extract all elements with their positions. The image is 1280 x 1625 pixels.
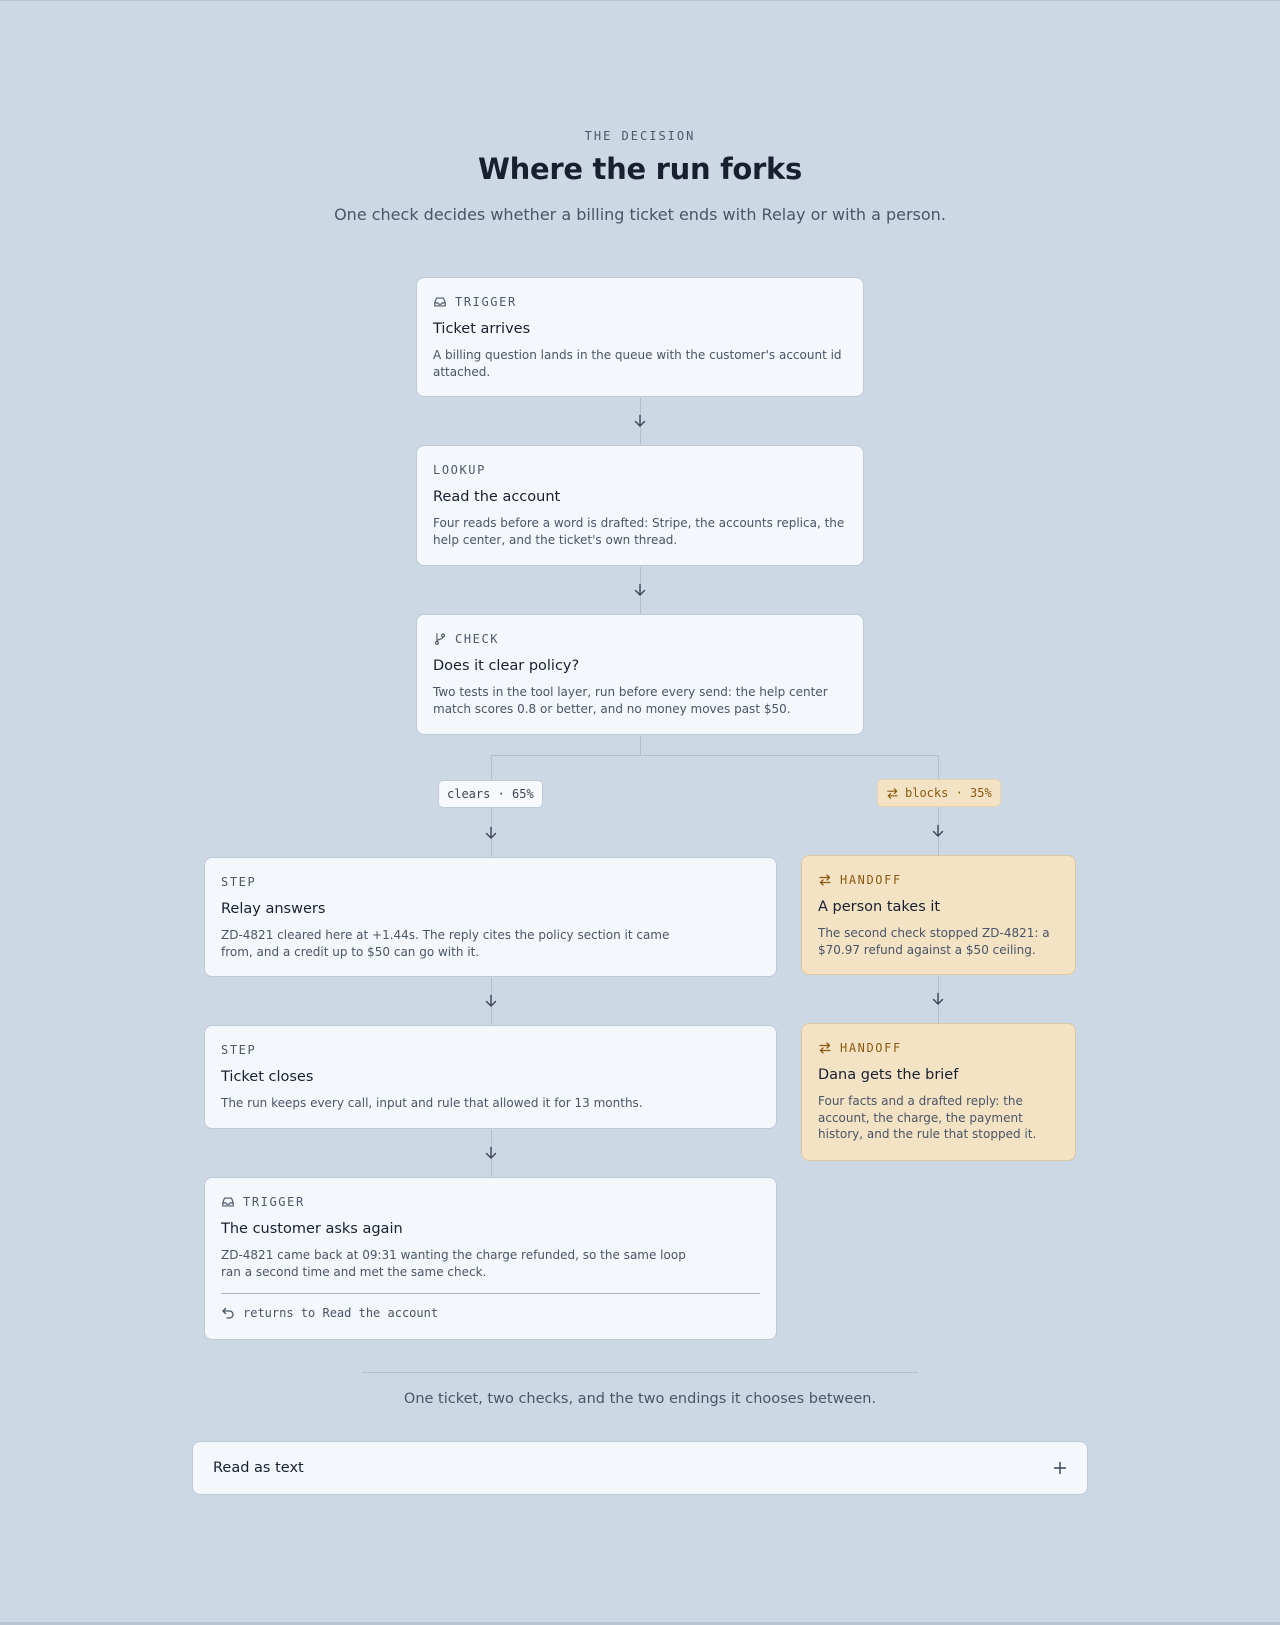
- inbox-icon: [433, 295, 447, 309]
- node-desc: ZD-4821 came back at 09:31 wanting the charge refunded, so the same loop ran a second time and met the same check.: [221, 1248, 686, 1279]
- branch-clears-badge: [438, 780, 543, 808]
- node-title: Ticket arrives: [433, 321, 531, 337]
- node-ticket-arrives: [416, 277, 864, 397]
- node-desc: Four facts and a drafted reply: the account, the charge, the payment history, and the rule that stopped it.: [818, 1094, 1037, 1141]
- return-icon: [221, 1306, 235, 1320]
- swap-icon: [818, 1041, 832, 1055]
- fork-line: [491, 755, 939, 756]
- node-kind: [433, 294, 847, 310]
- node-title: Does it clear policy?: [433, 658, 580, 674]
- node-kind-label: HANDOFF: [840, 873, 902, 887]
- node-kind: [433, 462, 847, 478]
- node-kind-label: CHECK: [455, 632, 500, 646]
- arrow-down-icon: [633, 583, 647, 597]
- node-kind-label: HANDOFF: [840, 1041, 902, 1055]
- arrow-down-icon: [484, 826, 498, 840]
- node-kind-label: LOOKUP: [433, 463, 486, 477]
- node-kind-label: STEP: [221, 1043, 257, 1057]
- node-person-takes-it: [801, 855, 1076, 975]
- branch-blocks-label: blocks · 35%: [905, 786, 992, 800]
- node-title: Relay answers: [221, 901, 326, 917]
- arrow-down-icon: [931, 824, 945, 838]
- node-title: A person takes it: [818, 899, 941, 915]
- node-kind: [818, 872, 1059, 888]
- node-ticket-closes: [204, 1025, 777, 1129]
- node-read-account: [416, 445, 864, 566]
- node-dana-gets-brief: [801, 1023, 1076, 1161]
- node-relay-answers: [204, 857, 777, 977]
- inbox-icon: [221, 1195, 235, 1209]
- read-as-text-label: Read as text: [213, 1460, 304, 1476]
- plus-icon: [1053, 1461, 1067, 1475]
- node-title: Ticket closes: [221, 1069, 314, 1085]
- arrow-down-icon: [484, 1146, 498, 1160]
- loop-back-link[interactable]: [221, 1293, 760, 1320]
- arrow-down-icon: [484, 994, 498, 1008]
- node-desc: Two tests in the tool layer, run before every send: the help center match scores 0.8 or better, and no money moves past $50.: [433, 685, 828, 716]
- node-title: Read the account: [433, 489, 561, 505]
- page-title: Where the run forks: [477, 152, 803, 186]
- figure-caption: One ticket, two checks, and the two endings it chooses between.: [403, 1391, 877, 1407]
- page-subtitle: One check decides whether a billing ticket ends with Relay or with a person.: [334, 205, 946, 224]
- divider: [362, 1372, 918, 1373]
- loop-back-label: returns to Read the account: [243, 1306, 439, 1320]
- eyebrow: THE DECISION: [584, 129, 696, 143]
- node-kind-label: STEP: [221, 875, 257, 889]
- arrow-down-icon: [931, 992, 945, 1006]
- branch-clears-label: clears · 65%: [447, 787, 534, 801]
- node-check-policy: [416, 614, 864, 735]
- node-desc: The second check stopped ZD-4821: a $70.97 refund against a $50 ceiling.: [818, 926, 1050, 957]
- node-desc: Four reads before a word is drafted: Stripe, the accounts replica, the help center, and the ticket's own thread.: [433, 516, 845, 547]
- node-desc: The run keeps every call, input and rule that allowed it for 13 months.: [221, 1096, 643, 1110]
- node-kind: [221, 874, 760, 890]
- node-title: The customer asks again: [221, 1221, 403, 1237]
- branch-blocks-badge: [877, 779, 1001, 807]
- node-desc: A billing question lands in the queue with the customer's account id attached.: [433, 348, 842, 379]
- node-kind-label: TRIGGER: [243, 1195, 305, 1209]
- arrow-down-icon: [633, 414, 647, 428]
- node-desc: ZD-4821 cleared here at +1.44s. The reply cites the policy section it came from, and a credit up to $50 can go with it.: [221, 928, 670, 959]
- swap-icon: [886, 787, 899, 800]
- read-as-text-toggle[interactable]: [192, 1441, 1088, 1495]
- branch-icon: [433, 632, 447, 646]
- node-title: Dana gets the brief: [818, 1067, 959, 1083]
- swap-icon: [818, 873, 832, 887]
- node-kind-label: TRIGGER: [455, 295, 517, 309]
- node-kind: [818, 1040, 1059, 1056]
- connector: [640, 736, 641, 755]
- node-customer-asks-again: [204, 1177, 777, 1340]
- node-kind: [221, 1042, 760, 1058]
- node-kind: [221, 1194, 760, 1210]
- node-kind: [433, 631, 847, 647]
- top-rule: [0, 0, 1280, 1]
